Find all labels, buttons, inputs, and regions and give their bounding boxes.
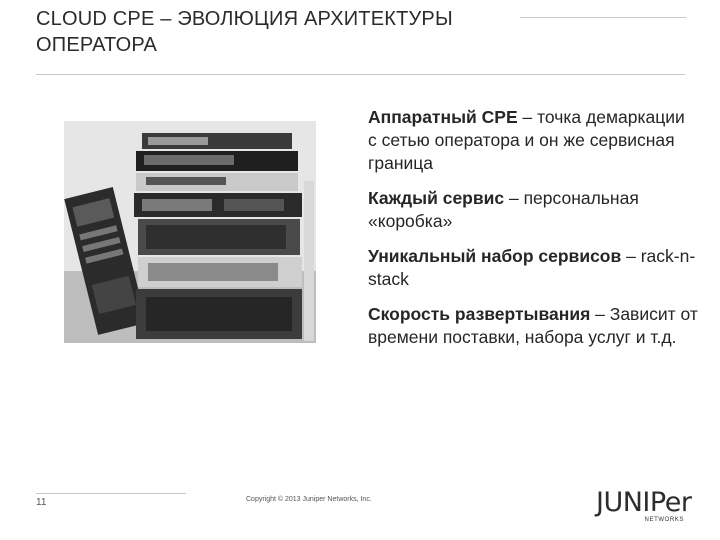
logo-subtitle: NETWORKS bbox=[644, 517, 684, 523]
title-line-1: CLOUD CPE – ЭВОЛЮЦИЯ АРХИТЕКТУРЫ bbox=[36, 8, 453, 30]
bullet-hardware-cpe bbox=[368, 106, 698, 175]
bullet-text: – rack-n-stack bbox=[368, 246, 696, 289]
slide-title bbox=[36, 6, 556, 58]
bullet-each-service bbox=[368, 187, 698, 233]
title-line-2: ОПЕРАТОРА bbox=[36, 34, 158, 56]
page-number: 11 bbox=[36, 497, 47, 508]
copyright-text: Copyright © 2013 Juniper Networks, Inc. bbox=[246, 496, 372, 503]
bullet-text: – Зависит от времени поставки, набора услуг и т.д. bbox=[368, 304, 698, 347]
bullet-list bbox=[368, 106, 698, 361]
bullet-deployment-speed bbox=[368, 303, 698, 349]
bullet-bold: Аппаратный CPE bbox=[368, 107, 518, 127]
bullet-text: – точка демаркации с сетью оператора и он же сервисная граница bbox=[368, 107, 685, 173]
logo-wordmark: JUNIPer bbox=[596, 487, 692, 518]
rack-equipment-photo bbox=[64, 121, 316, 343]
footer-rule bbox=[36, 493, 186, 494]
bullet-text: – персональная «коробка» bbox=[368, 188, 639, 231]
title-divider bbox=[36, 74, 685, 75]
bullet-unique-services bbox=[368, 245, 698, 291]
juniper-logo bbox=[596, 487, 692, 525]
top-rule bbox=[520, 17, 686, 18]
bullet-bold: Уникальный набор сервисов bbox=[368, 246, 622, 266]
bullet-bold: Скорость развертывания bbox=[368, 304, 591, 324]
bullet-bold: Каждый сервис bbox=[368, 188, 505, 208]
